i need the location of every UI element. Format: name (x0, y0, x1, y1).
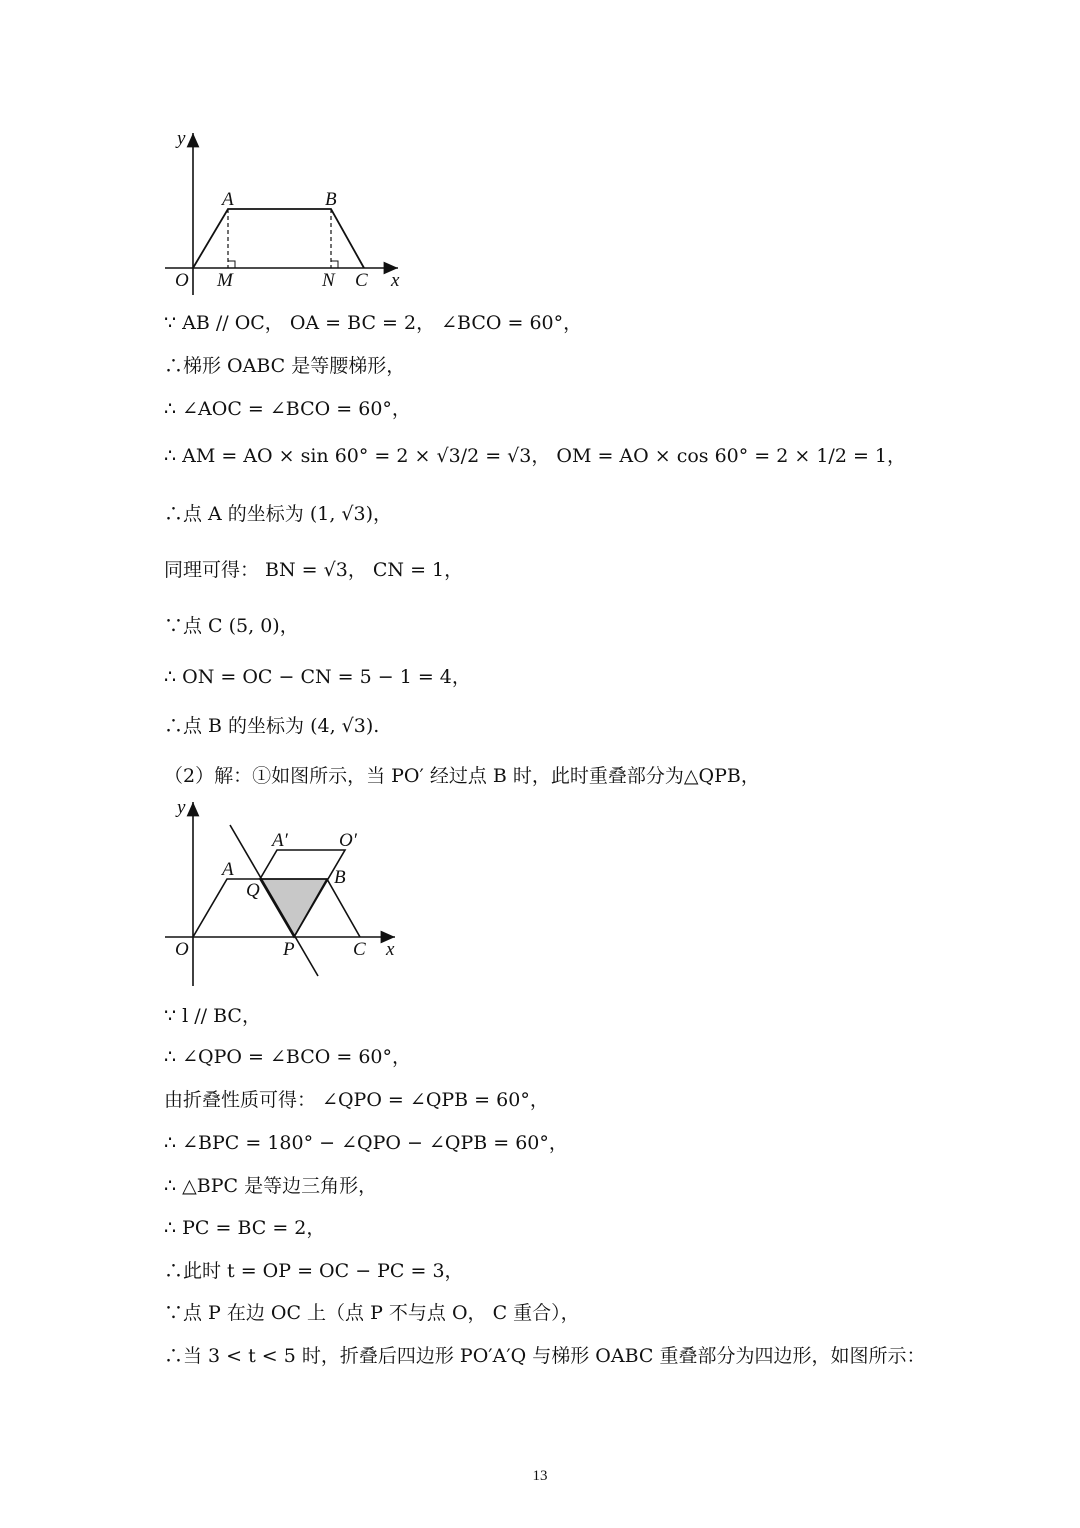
step-5: ∴点 A 的坐标为 (1, √3)， (164, 503, 393, 525)
label-x: x (391, 270, 400, 291)
step-8: ∴ ON = OC − CN = 5 − 1 = 4， (164, 666, 471, 688)
label-c: C (353, 939, 366, 960)
label-c: C (355, 270, 368, 291)
label-o-prime: O′ (339, 830, 357, 851)
step-4: ∴ AM = AO × sin 60° = 2 × √3/2 = √3， OM = AO × cos 60° = 2 × 1/2 = 1， (164, 445, 907, 467)
step-7: ∵点 C (5, 0)， (164, 615, 299, 637)
page-number: 13 (532, 1468, 548, 1484)
right-angle-n (331, 261, 338, 268)
step-10: （2）解：①如图所示，当 PO′ 经过点 B 时，此时重叠部分为△QPB， (164, 765, 760, 787)
label-b: B (334, 867, 346, 888)
overlap-triangle-qpb (260, 879, 327, 937)
label-a: A (222, 189, 234, 210)
step-12: ∴ ∠QPO = ∠BCO = 60°， (164, 1046, 412, 1068)
step-13: 由折叠性质可得： ∠QPO = ∠QPB = 60°， (164, 1089, 549, 1111)
step-11: ∵ l // BC， (164, 1005, 261, 1027)
label-o: O (175, 939, 189, 960)
step-17: ∴此时 t = OP = OC − PC = 3， (164, 1260, 464, 1282)
label-m: M (217, 270, 233, 291)
step-14: ∴ ∠BPC = 180° − ∠QPO − ∠QPB = 60°， (164, 1132, 568, 1154)
step-2: ∴梯形 OABC 是等腰梯形， (164, 355, 406, 377)
step-6: 同理可得： BN = √3， CN = 1， (164, 559, 464, 581)
step-19: ∴当 3 < t < 5 时，折叠后四边形 PO′A′Q 与梯形 OABC 重叠部分为四边形，如图所示： (164, 1345, 926, 1367)
label-o: O (175, 270, 189, 291)
trapezoid-outline (193, 209, 364, 268)
right-angle-m (228, 261, 235, 268)
label-y: y (177, 128, 186, 149)
figure-folding (160, 796, 405, 991)
step-9: ∴点 B 的坐标为 (4, √3). (164, 715, 380, 737)
step-1: ∵ AB // OC， OA = BC = 2， ∠BCO = 60°， (164, 312, 583, 334)
label-a-prime: A′ (272, 830, 288, 851)
label-x: x (386, 939, 395, 960)
label-b: B (325, 189, 337, 210)
label-q: Q (246, 880, 260, 901)
step-18: ∵点 P 在边 OC 上（点 P 不与点 O， C 重合）， (164, 1302, 580, 1324)
step-15: ∴ △BPC 是等边三角形， (164, 1175, 378, 1197)
label-y: y (177, 797, 186, 818)
label-n: N (322, 270, 335, 291)
label-p: P (283, 939, 295, 960)
label-a: A (222, 859, 234, 880)
step-3: ∴ ∠AOC = ∠BCO = 60°， (164, 398, 411, 420)
figure-trapezoid (160, 125, 420, 300)
step-16: ∴ PC = BC = 2， (164, 1217, 326, 1239)
